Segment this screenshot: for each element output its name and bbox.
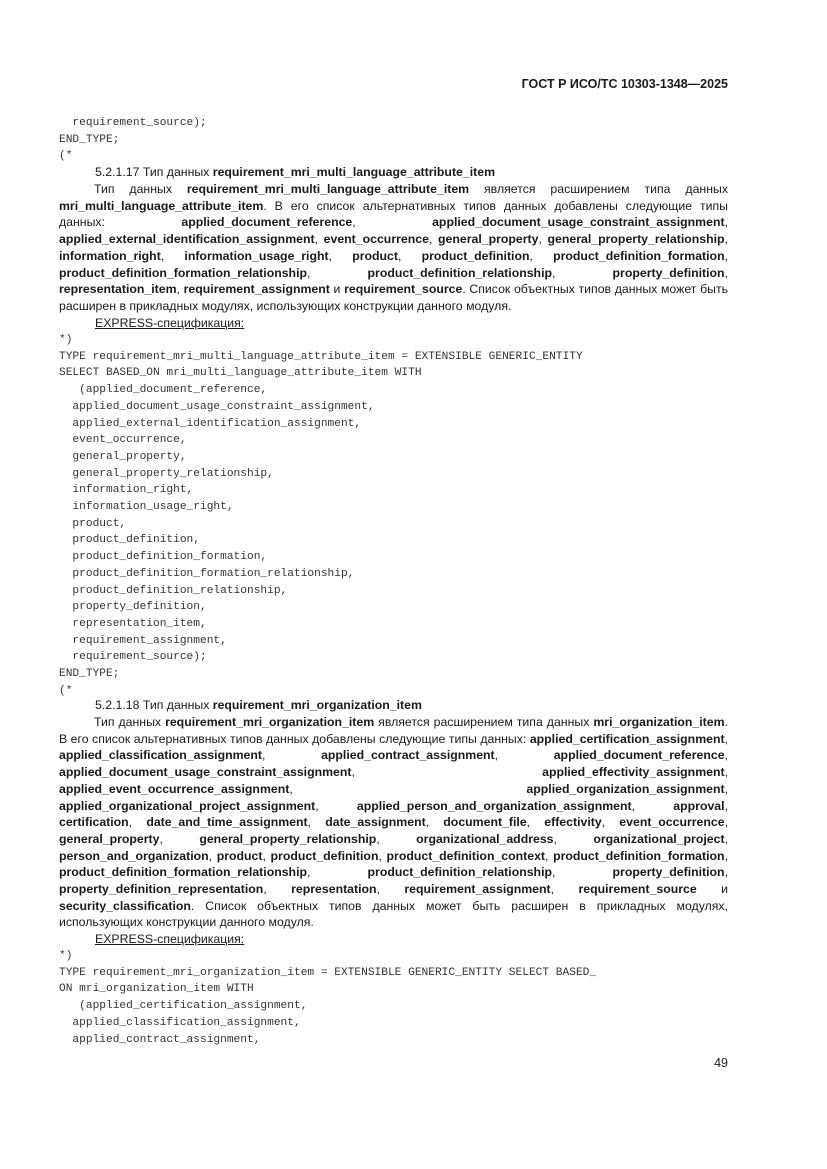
para-intro: . В его список альтернативных типов данных добавлены следующие типы данных: — [59, 198, 728, 230]
para-base-type: mri_multi_language_attribute_item — [59, 198, 264, 213]
section-heading-5-2-1-18 — [95, 697, 422, 714]
express-label-1: EXPRESS-спецификация: — [95, 316, 245, 330]
type-name: applied_document_reference — [181, 215, 353, 230]
express-code-2: *) TYPE requirement_mri_organization_item = EXTENSIBLE GENERIC_ENTITY SELECT BASED_ ON mri_organization_item WITH (applied_certification_assignment, applied_classification_assignment, applied_contract_assignment, — [59, 950, 597, 1046]
para-lead: Тип данных — [94, 182, 187, 196]
type-name: person_and_organization — [59, 848, 209, 863]
type-name: event_occurrence — [323, 232, 429, 247]
type-name: property_definition_representation — [59, 882, 264, 897]
type-name: product_definition — [270, 848, 379, 863]
type-name: information_usage_right — [184, 248, 329, 263]
para-mid: является расширением типа данных — [374, 715, 594, 729]
type-list: applied_document_reference, applied_document_usage_constraint_assignment, applied_external_identification_assignment, event_occurrence, general_property, general_property_relationship, information_right, information_usage_right, product, product_definition, product_definition_formation, product_definition_formation_relationship, product_definition_relationship, property_definition, representation_item, requirement_assignment — [59, 215, 728, 297]
para-type-name: requirement_mri_multi_language_attribute_item — [186, 182, 470, 196]
type-name: product — [352, 248, 398, 263]
type-name: representation — [291, 882, 377, 897]
type-name: organizational_address — [416, 831, 554, 846]
type-name: organizational_project — [593, 831, 725, 846]
type-name: product_definition_formation_relationship — [59, 865, 307, 880]
type-name: effectivity — [544, 815, 602, 830]
type-name: requirement_source — [578, 882, 697, 897]
express-label-2: EXPRESS-спецификация: — [95, 932, 245, 946]
type-list: applied_certification_assignment, applied_classification_assignment, applied_contract_assignment, applied_document_reference, applied_document_usage_constraint_assignment, applied_effectivity_assignment, applied_event_occurrence_assignment, applied_organization_assignment, applied_organizational_project_assignment, applied_person_and_organization_assignment, approval, certification, date_and_time_assignment, date_assignment, document_file, effectivity, event_occurrence, general_property, general_property_relationship, organizational_address, organizational_project, person_and_organization, product, product_definition, product_definition_context, product_definition_formation, product_definition_formation_relationship, product_definition_relationship, property_definition, property_definition_representation, representation, requirement_assignment, requirement_source — [59, 731, 728, 897]
para-tail: . Список объектных типов данных может быть расширен в прикладных модулях, использующих конструкции данного модуля. — [59, 282, 729, 313]
type-name: property_definition — [612, 865, 725, 880]
type-name: applied_classification_assignment — [59, 748, 262, 763]
last-type: requirement_source — [344, 282, 463, 297]
para-base-type: mri_organization_item — [593, 715, 725, 729]
page-number: 49 — [714, 1056, 728, 1070]
type-name: applied_document_reference — [553, 748, 725, 763]
last-type: security_classification — [59, 898, 191, 913]
type-name: property_definition — [612, 265, 725, 280]
type-name: event_occurrence — [619, 815, 725, 830]
type-name: information_right — [59, 248, 161, 263]
section-paragraph-5-2-1-17 — [59, 181, 728, 315]
type-name: general_property_relationship — [199, 831, 377, 846]
type-name: product_definition_formation — [553, 848, 725, 863]
para-conj: и — [696, 882, 728, 897]
type-name: applied_organization_assignment — [526, 781, 725, 796]
code-block-top: requirement_source); END_TYPE; (* — [59, 117, 207, 163]
section-number: 5.2.1.17 Тип данных — [95, 165, 213, 179]
type-name: document_file — [443, 815, 527, 830]
type-name: applied_effectivity_assignment — [542, 765, 725, 780]
type-name: product — [216, 848, 263, 863]
type-name: applied_person_and_organization_assignment — [356, 798, 632, 813]
type-name: representation_item — [59, 282, 177, 297]
type-name: applied_contract_assignment — [321, 748, 495, 763]
type-name: applied_certification_assignment — [529, 731, 725, 746]
para-mid: является расширением типа данных — [469, 182, 728, 196]
type-name: applied_organizational_project_assignment — [59, 798, 316, 813]
type-name: general_property — [438, 232, 539, 247]
type-name: product_definition_formation_relationship — [59, 265, 307, 280]
section-paragraph-5-2-1-18 — [59, 714, 728, 931]
para-type-name: requirement_mri_organization_item — [165, 715, 375, 729]
type-name: product_definition_relationship — [367, 865, 552, 880]
express-code-1: *) TYPE requirement_mri_multi_language_attribute_item = EXTENSIBLE GENERIC_ENTITY SELECT BASED_ON mri_multi_language_attribute_item WITH (applied_document_reference, applied_document_usage_constraint_assignment, applied_external_identification_assignment, event_occurrence, general_property, general_property_relationship, information_right, information_usage_right, product, product_definition, product_definition_formation, product_definition_formation_relationship, product_definition_relationship, property_definition, representation_item, requirement_assignment, requirement_source); END_TYPE; (* — [59, 334, 583, 697]
type-name: product_definition — [421, 248, 530, 263]
para-tail: . Список объектных типов данных может быть расширен в прикладных модулях, использующих конструкции данного модуля. — [59, 898, 728, 930]
type-name: product_definition_relationship — [367, 265, 552, 280]
type-name: applied_external_identification_assignment — [59, 232, 315, 247]
type-name: applied_document_usage_constraint_assignment — [432, 215, 725, 230]
type-name: general_property — [59, 831, 160, 846]
type-name: product_definition_context — [386, 848, 546, 863]
section-type-name: requirement_mri_organization_item — [212, 698, 422, 712]
para-conj: и — [329, 282, 345, 297]
type-name: product_definition_formation — [553, 248, 725, 263]
section-type-name: requirement_mri_multi_language_attribute_item — [212, 165, 496, 179]
type-name: applied_document_usage_constraint_assignment — [59, 765, 352, 780]
section-number: 5.2.1.18 Тип данных — [95, 698, 213, 712]
document-header: ГОСТ Р ИСО/ТС 10303-1348—2025 — [521, 77, 728, 91]
type-name: certification — [59, 815, 129, 830]
type-name: applied_event_occurrence_assignment — [59, 781, 290, 796]
type-name: date_and_time_assignment — [146, 815, 308, 830]
para-lead: Тип данных — [94, 715, 166, 729]
type-name: requirement_assignment — [183, 282, 330, 297]
type-name: date_assignment — [325, 815, 426, 830]
type-name: approval — [673, 798, 725, 813]
type-name: requirement_assignment — [404, 882, 551, 897]
para-intro: . В его список альтернативных типов данных добавлены следующие типы данных: — [59, 715, 728, 746]
type-name: general_property_relationship — [547, 232, 725, 247]
section-heading-5-2-1-17 — [95, 164, 495, 181]
